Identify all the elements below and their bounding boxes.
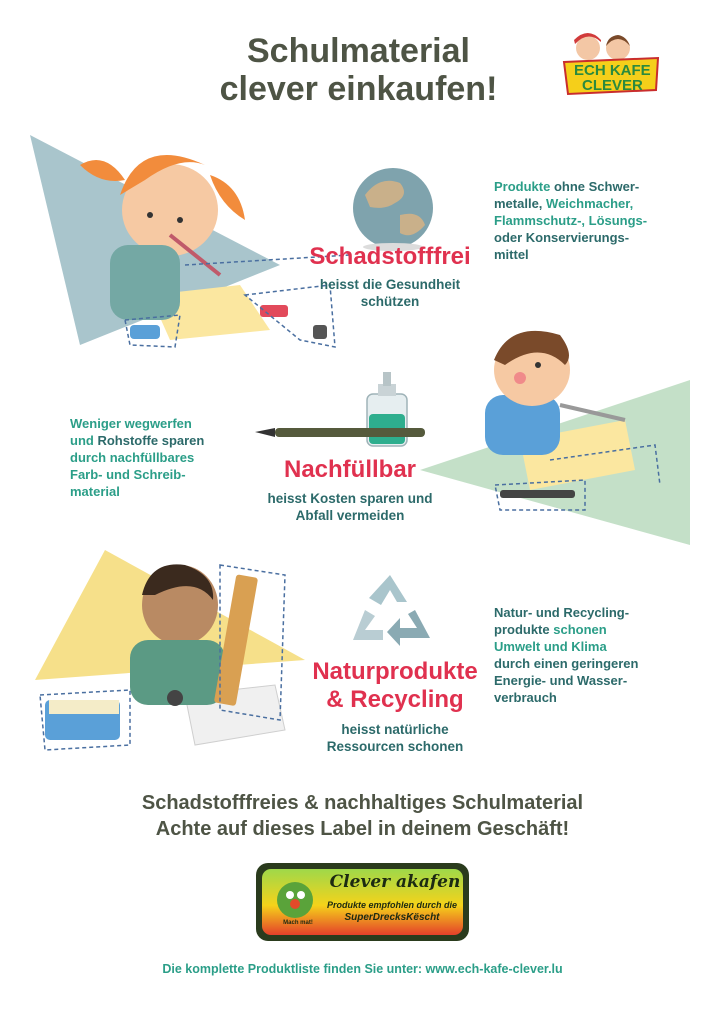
- boy-writing-illustration: [410, 320, 700, 550]
- desc-part: Weniger wegwerfen und: [70, 416, 192, 448]
- svg-text:CLEVER: CLEVER: [582, 77, 643, 94]
- desc-part: durch einen geringeren Energie- und Wasser- verbrauch: [494, 656, 639, 705]
- title-line-2: clever einkaufen!: [219, 70, 498, 108]
- subtitle-line: Abfall vermeiden: [295, 508, 405, 523]
- desc-part: Rohstoffe sparen: [97, 433, 205, 448]
- desc-part: oder Konservierungs- mittel: [494, 230, 630, 262]
- bottom-text-line-2: Achte auf dieses Label in deinem Geschäft!: [155, 818, 570, 840]
- desc-part: schonen Umwelt und Klima: [494, 622, 607, 654]
- desc-part: durch nachfüllbares Farb- und Schreib- material: [70, 450, 195, 499]
- heading-line: & Recycling: [326, 686, 464, 713]
- label-badge: Mach mat!: [283, 920, 313, 926]
- subtitle-line: Ressourcen schonen: [326, 739, 464, 754]
- desc-part: Natur- und Recycling- produkte: [494, 605, 630, 637]
- refill-pen-and-glue-icon: [255, 372, 425, 452]
- subtitle-line: heisst natürliche: [341, 722, 449, 737]
- label-title: Clever akafen: [329, 872, 461, 892]
- ech-kafe-clever-logo: [560, 28, 670, 108]
- clever-akafen-label: [255, 862, 470, 942]
- girl-drawing-illustration: [30, 125, 360, 355]
- heading-line: Naturprodukte: [312, 658, 478, 685]
- desc-part: Weichmacher, Flammschutz-, Lösungs-: [494, 196, 648, 228]
- section-subtitle-schadstofffrei: [300, 276, 480, 310]
- section-heading-naturprodukte: [300, 658, 490, 714]
- globe-icon: [350, 165, 436, 251]
- title-line-1: Schulmaterial: [247, 32, 470, 70]
- desc-part: Produkte: [494, 179, 554, 194]
- section-subtitle-naturprodukte: [300, 721, 490, 755]
- boy-cutting-illustration: [35, 550, 335, 760]
- label-line-2: SuperDrecksKëscht: [344, 912, 440, 923]
- label-line-1: Produkte empfohlen durch die: [326, 900, 457, 910]
- section-description-nachfuellbar: [70, 415, 250, 500]
- section-heading-schadstofffrei: Schadstofffrei: [309, 243, 471, 270]
- section-heading-nachfuellbar: Nachfüllbar: [283, 456, 417, 483]
- section-description-schadstofffrei: [494, 178, 684, 263]
- bottom-text-line-1: Schadstofffreies & nachhaltiges Schulmaterial: [141, 792, 584, 814]
- section-description-naturprodukte: [494, 604, 684, 706]
- subtitle-line: schützen: [360, 294, 420, 309]
- desc-part: ohne Schwer- metalle,: [494, 179, 640, 211]
- footer-link[interactable]: Die komplette Produktliste finden Sie unter: www.ech-kafe-clever.lu: [162, 962, 563, 976]
- recycling-icon: [345, 570, 435, 650]
- subtitle-line: heisst die Gesundheit: [319, 277, 461, 292]
- subtitle-line: heisst Kosten sparen und: [267, 491, 433, 506]
- svg-text:ECH KAFE: ECH KAFE: [574, 62, 651, 79]
